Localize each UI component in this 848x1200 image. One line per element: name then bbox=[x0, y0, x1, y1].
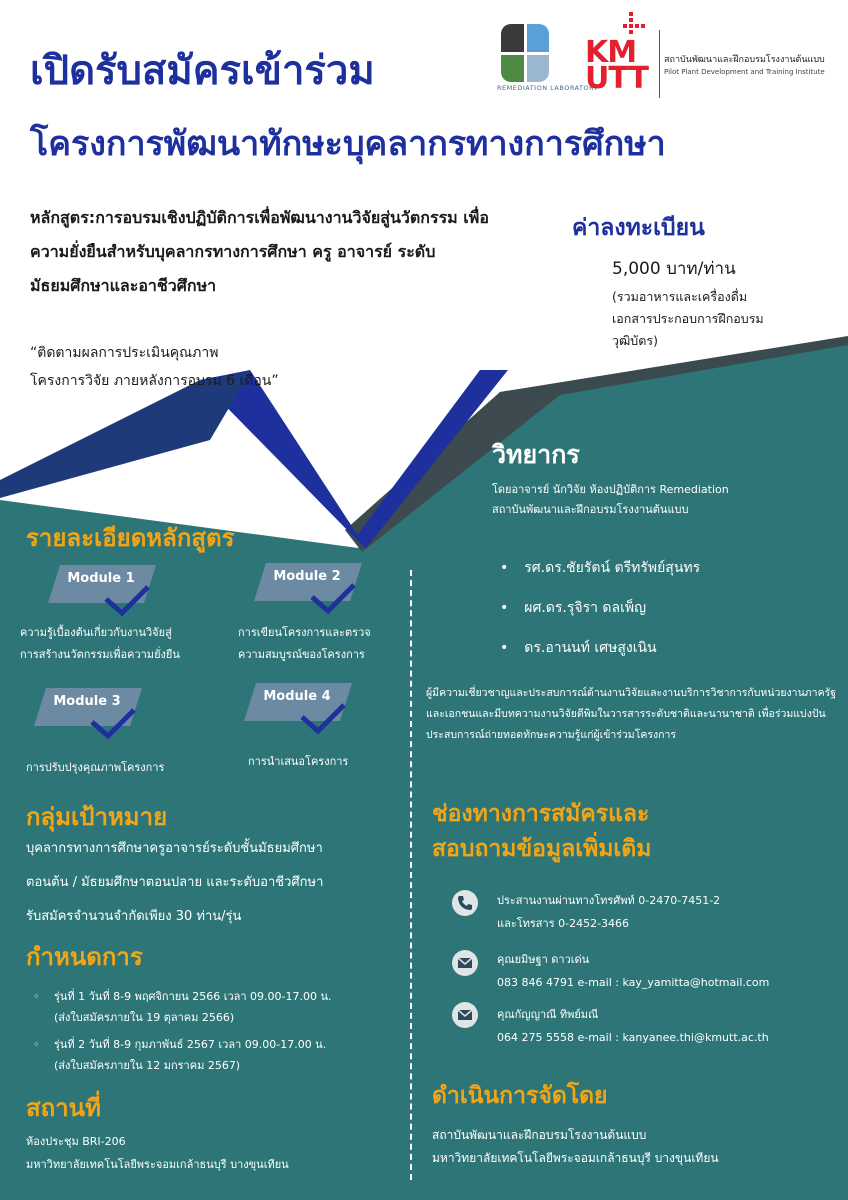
target-heading: กลุ่มเป้าหมาย bbox=[26, 803, 168, 831]
module-desc-line1: การเขียนโครงการและตรวจ bbox=[238, 626, 371, 639]
schedule-line1: รุ่นที่ 2 วันที่ 8-9 กุมภาพันธ์ 2567 เวลา 09.00-17.00 น. bbox=[54, 1038, 327, 1051]
schedule-bullet: ◦ bbox=[33, 990, 40, 1003]
schedule-item bbox=[33, 986, 384, 1028]
course-description: หลักสูตร:การอบรมเชิงปฏิบัติการเพื่อพัฒนางานวิจัยสู่นวัตกรรม เพื่อความยั่งยืนสำหรับบุคลากรทางการศึกษา ครู อาจารย์ ระดับมัธยมศึกษาและอาชีวศึกษา bbox=[30, 208, 489, 295]
organizer-desc bbox=[432, 1124, 719, 1170]
main-title-line1: เปิดรับสมัครเข้าร่วม bbox=[30, 48, 375, 94]
module-label: Module 2 bbox=[273, 569, 341, 584]
contact-phone-line1: ประสานงานผ่านทางโทรศัพท์ 0-2470-7451-2 bbox=[497, 894, 721, 907]
contact-phone-line2: และโทรสาร 0-2452-3466 bbox=[497, 917, 630, 930]
logo-divider bbox=[659, 30, 660, 98]
remediation-logo bbox=[497, 24, 599, 104]
quote-line2: โครงการวิจัย ภายหลังการอบรม 6 เดือน” bbox=[30, 373, 279, 389]
module-3-desc bbox=[26, 757, 164, 779]
contact-person-2 bbox=[497, 1003, 769, 1049]
lecturer-expertise: ผู้มีความเชี่ยวชาญและประสบการณ์ด้านงานวิจัยและงานบริการวิชาการกับหน่วยงานภาครัฐและเอกชนและมีบทความงานวิจัยตีพิมในวารสารระดับชาติและนานาชาติ เพื่อร่วมแบ่งปันประสบการณ์ถ่ายทอดทักษะความรู้แก่ผู้เข้าร่วมโครงการ bbox=[426, 687, 837, 741]
target-line3: รับสมัครจำนวนจำกัดเพียง 30 ท่าน/รุ่น bbox=[26, 909, 242, 924]
fee-heading: ค่าลงทะเบียน bbox=[572, 215, 705, 241]
venue-line2: มหาวิทยาลัยเทคโนโลยีพระจอมเกล้าธนบุรี บางขุนเทียน bbox=[26, 1158, 289, 1171]
organizer-heading: ดำเนินการจัดโดย bbox=[432, 1083, 608, 1109]
lecturer-item: • ดร.อานนท์ เศษสูงเนิน bbox=[500, 628, 700, 668]
lecturers-heading: วิทยากร bbox=[492, 440, 580, 469]
lecturer-item: • รศ.ดร.ชัยรัตน์ ตรีทรัพย์สุนทร bbox=[500, 548, 700, 588]
module-4-desc bbox=[248, 751, 348, 773]
schedule-item bbox=[33, 1034, 384, 1076]
contact-heading-line1: ช่องทางการสมัครและ bbox=[432, 801, 650, 827]
module-2-badge bbox=[254, 563, 362, 603]
institute-name bbox=[664, 54, 825, 78]
quote-line1: “ติดตามผลการประเมินคุณภาพ bbox=[30, 345, 219, 361]
schedule-heading: กำหนดการ bbox=[26, 943, 143, 971]
remediation-caption: REMEDIATION LABORATORY bbox=[497, 84, 599, 92]
module-label: Module 4 bbox=[263, 689, 331, 704]
module-1-badge bbox=[48, 565, 156, 605]
target-line2: ตอนต้น / มัธยมศึกษาตอนปลาย และระดับอาชีวศึกษา bbox=[26, 875, 324, 890]
follow-up-quote bbox=[30, 339, 279, 395]
kmutt-wordmark: KMUTT bbox=[585, 35, 648, 96]
schedule-line2: (ส่งใบสมัครภายใน 12 มกราคม 2567) bbox=[54, 1059, 241, 1072]
column-divider bbox=[410, 570, 412, 1180]
contact-person-detail[interactable]: 064 275 5558 e-mail : kanyanee.thi@kmutt.ac.th bbox=[497, 1031, 769, 1044]
organizer-line1: สถาบันพัฒนาและฝึกอบรมโรงงานต้นแบบ bbox=[432, 1128, 647, 1142]
schedule-line2: (ส่งใบสมัครภายใน 19 ตุลาคม 2566) bbox=[54, 1011, 235, 1024]
mail-icon bbox=[452, 1002, 478, 1028]
target-line1: บุคลากรทางการศึกษาครูอาจารย์ระดับชั้นมัธยมศึกษา bbox=[26, 841, 323, 856]
module-3-badge bbox=[34, 688, 142, 728]
lecturer-item: • ผศ.ดร.รุจิรา ดลเพ็ญ bbox=[500, 588, 700, 628]
lecturers-desc-line2: สถาบันพัฒนาและฝึกอบรมโรงงานต้นแบบ bbox=[492, 503, 689, 516]
contact-person-name: คุณยมิษฐา ดาวเด่น bbox=[497, 953, 590, 966]
contact-person-1 bbox=[497, 948, 769, 994]
fee-value: 5,000 บาท/ท่าน bbox=[612, 259, 736, 279]
venue-heading: สถานที่ bbox=[26, 1094, 101, 1122]
module-2-desc bbox=[238, 622, 371, 666]
mail-icon bbox=[452, 950, 478, 976]
fee-note bbox=[612, 286, 812, 352]
contact-person-name: คุณกัญญาณี ทิพย์มณี bbox=[497, 1008, 599, 1021]
schedule-line1: รุ่นที่ 1 วันที่ 8-9 พฤศจิกายน 2566 เวลา 09.00-17.00 น. bbox=[54, 990, 332, 1003]
institute-name-en: Pilot Plant Development and Training Institute bbox=[664, 68, 825, 76]
schedule-bullet: ◦ bbox=[33, 1038, 40, 1051]
module-desc-line2: ความสมบูรณ์ของโครงการ bbox=[238, 648, 365, 661]
module-label: Module 1 bbox=[67, 571, 135, 586]
fee-note-line3: วุฒิบัตร) bbox=[612, 333, 658, 348]
contact-heading-line2: สอบถามข้อมูลเพิ่มเติม bbox=[432, 836, 652, 862]
venue-desc bbox=[26, 1130, 289, 1176]
contact-person-detail[interactable]: 083 846 4791 e-mail : kay_yamitta@hotmail.com bbox=[497, 976, 770, 989]
phone-icon bbox=[452, 890, 478, 916]
lecturers-desc-line1: โดยอาจารย์ นักวิจัย ห้องปฏิบัติการ Remediation bbox=[492, 483, 729, 496]
venue-line1: ห้องประชุม BRI-206 bbox=[26, 1135, 126, 1148]
fee-note-line2: เอกสารประกอบการฝึกอบรม bbox=[612, 311, 764, 326]
contact-phone bbox=[497, 889, 720, 935]
module-1-desc bbox=[20, 622, 180, 666]
module-label: Module 3 bbox=[53, 694, 121, 709]
module-4-badge bbox=[244, 683, 352, 723]
module-desc-line1: ความรู้เบื้องต้นเกี่ยวกับงานวิจัยสู่ bbox=[20, 626, 172, 639]
details-heading: รายละเอียดหลักสูตร bbox=[26, 524, 235, 552]
organizer-line2: มหาวิทยาลัยเทคโนโลยีพระจอมเกล้าธนบุรี บางขุนเทียน bbox=[432, 1151, 719, 1165]
institute-name-th: สถาบันพัฒนาและฝึกอบรมโรงงานต้นแบบ bbox=[664, 55, 825, 65]
lecturer-list bbox=[500, 548, 700, 668]
target-desc bbox=[26, 832, 386, 934]
fee-note-line1: (รวมอาหารและเครื่องดื่ม bbox=[612, 289, 748, 304]
main-title-line2: โครงการพัฒนาทักษะบุคลากรทางการศึกษา bbox=[30, 124, 666, 164]
kmutt-logo bbox=[585, 12, 665, 98]
module-desc-line1: การปรับปรุงคุณภาพโครงการ bbox=[26, 761, 165, 774]
module-desc-line2: การสร้างนวัตกรรมเพื่อความยั่งยืน bbox=[20, 648, 180, 661]
lecturers-desc bbox=[492, 480, 832, 520]
module-desc-line1: การนำเสนอโครงการ bbox=[248, 755, 349, 768]
contact-heading bbox=[432, 797, 651, 867]
